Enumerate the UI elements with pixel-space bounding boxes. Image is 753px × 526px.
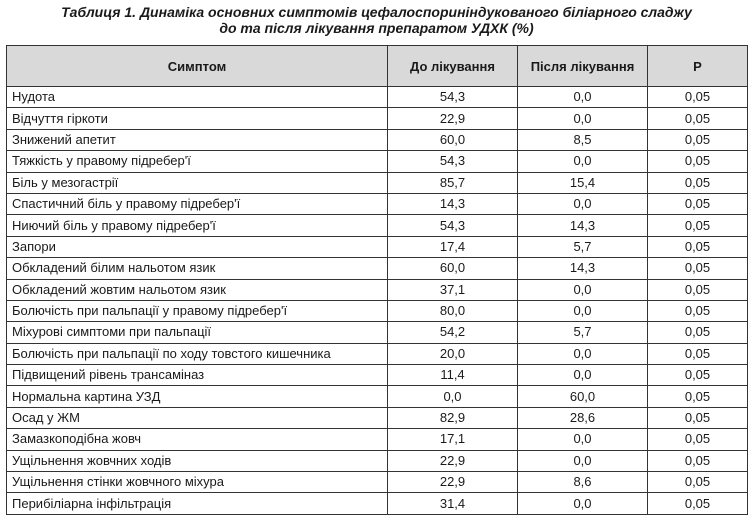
before-treatment-cell: 22,9	[388, 450, 518, 471]
after-treatment-cell: 0,0	[518, 429, 648, 450]
symptom-cell: Обкладений білим нальотом язик	[7, 258, 388, 279]
before-treatment-cell: 37,1	[388, 279, 518, 300]
after-treatment-cell: 8,6	[518, 472, 648, 493]
table-row	[7, 172, 748, 193]
before-treatment-cell: 11,4	[388, 365, 518, 386]
after-treatment-cell: 60,0	[518, 386, 648, 407]
table-row	[7, 279, 748, 300]
p-value-cell: 0,05	[648, 172, 748, 193]
symptom-cell: Перибіліарна інфільтрація	[7, 493, 388, 514]
table-row	[7, 215, 748, 236]
p-value-cell: 0,05	[648, 129, 748, 150]
before-treatment-cell: 22,9	[388, 108, 518, 129]
p-value-cell: 0,05	[648, 472, 748, 493]
before-treatment-cell: 17,1	[388, 429, 518, 450]
symptom-cell: Міхурові симптоми при пальпації	[7, 322, 388, 343]
p-value-cell: 0,05	[648, 236, 748, 257]
table-header-row	[7, 46, 748, 87]
p-value-cell: 0,05	[648, 300, 748, 321]
p-value-cell: 0,05	[648, 493, 748, 514]
table-row	[7, 450, 748, 471]
after-treatment-cell: 14,3	[518, 215, 648, 236]
table-row	[7, 429, 748, 450]
symptoms-table	[6, 45, 748, 515]
table-row	[7, 236, 748, 257]
before-treatment-cell: 17,4	[388, 236, 518, 257]
before-treatment-cell: 85,7	[388, 172, 518, 193]
table-row	[7, 193, 748, 214]
after-treatment-cell: 0,0	[518, 343, 648, 364]
symptom-cell: Ниючий біль у правому підребер'ї	[7, 215, 388, 236]
symptom-cell: Підвищений рівень трансаміназ	[7, 365, 388, 386]
p-value-cell: 0,05	[648, 429, 748, 450]
before-treatment-cell: 60,0	[388, 258, 518, 279]
table-row	[7, 322, 748, 343]
table-row	[7, 493, 748, 514]
p-value-cell: 0,05	[648, 87, 748, 108]
p-value-cell: 0,05	[648, 407, 748, 428]
after-treatment-cell: 0,0	[518, 193, 648, 214]
before-treatment-cell: 54,3	[388, 151, 518, 172]
after-treatment-cell: 0,0	[518, 87, 648, 108]
symptom-cell: Ущільнення стінки жовчного міхура	[7, 472, 388, 493]
header-after-treatment: Після лікування	[518, 46, 648, 87]
table-row	[7, 151, 748, 172]
p-value-cell: 0,05	[648, 386, 748, 407]
p-value-cell: 0,05	[648, 151, 748, 172]
table-body	[7, 87, 748, 515]
table-row	[7, 472, 748, 493]
after-treatment-cell: 0,0	[518, 151, 648, 172]
before-treatment-cell: 31,4	[388, 493, 518, 514]
before-treatment-cell: 54,2	[388, 322, 518, 343]
before-treatment-cell: 0,0	[388, 386, 518, 407]
after-treatment-cell: 0,0	[518, 300, 648, 321]
table-caption	[0, 4, 753, 36]
header-symptom: Симптом	[7, 46, 388, 87]
p-value-cell: 0,05	[648, 450, 748, 471]
after-treatment-cell: 15,4	[518, 172, 648, 193]
caption-line-1: Таблиця 1. Динаміка основних симптомів цефалоспоринiндукованого біліарного сладжу	[61, 4, 692, 20]
p-value-cell: 0,05	[648, 215, 748, 236]
symptom-cell: Запори	[7, 236, 388, 257]
p-value-cell: 0,05	[648, 322, 748, 343]
caption-line-2: до та після лікування препаратом УДХК (%)	[219, 20, 534, 36]
symptom-cell: Осад у ЖМ	[7, 407, 388, 428]
after-treatment-cell: 5,7	[518, 322, 648, 343]
before-treatment-cell: 82,9	[388, 407, 518, 428]
before-treatment-cell: 14,3	[388, 193, 518, 214]
symptom-cell: Нудота	[7, 87, 388, 108]
after-treatment-cell: 8,5	[518, 129, 648, 150]
table-row	[7, 300, 748, 321]
table-row	[7, 343, 748, 364]
symptom-cell: Відчуття гіркоти	[7, 108, 388, 129]
p-value-cell: 0,05	[648, 193, 748, 214]
table-row	[7, 87, 748, 108]
after-treatment-cell: 5,7	[518, 236, 648, 257]
symptom-cell: Біль у мезогастрії	[7, 172, 388, 193]
after-treatment-cell: 0,0	[518, 108, 648, 129]
before-treatment-cell: 20,0	[388, 343, 518, 364]
symptom-cell: Болючість при пальпації у правому підребер'ї	[7, 300, 388, 321]
table-row	[7, 258, 748, 279]
p-value-cell: 0,05	[648, 343, 748, 364]
header-p-value: Р	[648, 46, 748, 87]
p-value-cell: 0,05	[648, 279, 748, 300]
p-value-cell: 0,05	[648, 365, 748, 386]
before-treatment-cell: 60,0	[388, 129, 518, 150]
p-value-cell: 0,05	[648, 108, 748, 129]
p-value-cell: 0,05	[648, 258, 748, 279]
symptom-cell: Замазкоподібна жовч	[7, 429, 388, 450]
symptom-cell: Нормальна картина УЗД	[7, 386, 388, 407]
symptom-cell: Спастичний біль у правому підребер'ї	[7, 193, 388, 214]
after-treatment-cell: 14,3	[518, 258, 648, 279]
symptom-cell: Болючість при пальпації по ходу товстого кишечника	[7, 343, 388, 364]
after-treatment-cell: 0,0	[518, 365, 648, 386]
symptom-cell: Ущільнення жовчних ходів	[7, 450, 388, 471]
before-treatment-cell: 22,9	[388, 472, 518, 493]
after-treatment-cell: 0,0	[518, 493, 648, 514]
table-row	[7, 386, 748, 407]
symptom-cell: Тяжкість у правому підребер'ї	[7, 151, 388, 172]
table-row	[7, 407, 748, 428]
after-treatment-cell: 0,0	[518, 450, 648, 471]
after-treatment-cell: 28,6	[518, 407, 648, 428]
table-row	[7, 108, 748, 129]
before-treatment-cell: 80,0	[388, 300, 518, 321]
before-treatment-cell: 54,3	[388, 215, 518, 236]
symptom-cell: Знижений апетит	[7, 129, 388, 150]
before-treatment-cell: 54,3	[388, 87, 518, 108]
table-row	[7, 129, 748, 150]
table-row	[7, 365, 748, 386]
symptom-cell: Обкладений жовтим нальотом язик	[7, 279, 388, 300]
header-before-treatment: До лікування	[388, 46, 518, 87]
after-treatment-cell: 0,0	[518, 279, 648, 300]
